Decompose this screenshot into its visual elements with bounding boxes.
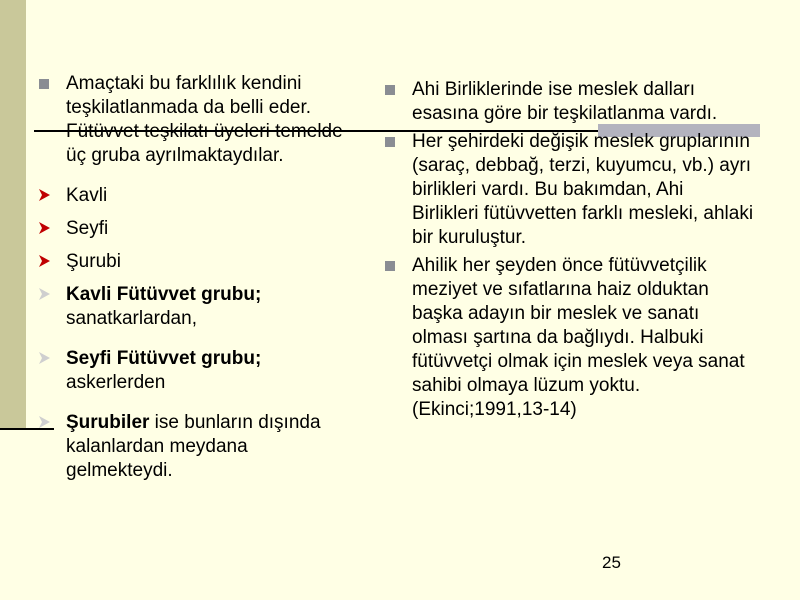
definition-term: Şurubiler — [66, 412, 150, 433]
right-item-text: Ahilik her şeyden önce fütüvvetçilik meziyet ve sıfatlarına haiz olduktan başka adayın bir meslek ve sanatı olması şartına da bağlıydı. Halbuki fütüvvetçi olmak için meslek veya sanat sahibi olmaya lüzum yoktu.(Ekinci;1991,13-14) — [412, 255, 745, 420]
definition-term: Kavli Fütüvvet grubu; — [66, 284, 262, 305]
definition-item-surubi — [38, 411, 348, 483]
right-column — [384, 78, 754, 422]
right-item — [384, 78, 754, 126]
group-item-kavli — [38, 184, 348, 208]
right-item-text: Her şehirdeki değişik meslek gruplarının (saraç, debbağ, terzi, kuyumcu, vb.) ayrı birlikleri vardı. Bu bakımdan, Ahi Birlikleri fütüvvetten farklı mesleki, ahlaki bir kuruluştur. — [412, 131, 754, 248]
group-label: Seyfi — [66, 218, 109, 239]
faded-arrow-bullet-icon — [38, 415, 51, 429]
definition-item-kavli — [38, 283, 348, 331]
left-intro-item — [38, 72, 348, 168]
group-item-surubi — [38, 250, 348, 274]
faded-arrow-bullet-icon — [38, 351, 51, 365]
definition-term: Seyfi Fütüvvet grubu; — [66, 348, 262, 369]
right-item-text: Ahi Birliklerinde ise meslek dalları esasına göre bir teşkilatlanma vardı. — [412, 79, 718, 124]
side-decor-band — [0, 0, 26, 428]
faded-arrow-bullet-icon — [38, 287, 51, 301]
group-label: Kavli — [66, 185, 108, 206]
left-intro-text: Amaçtaki bu farklılık kendini teşkilatlanmada da belli eder. Fütüvvet teşkilatı üyeleri temelde üç gruba ayrılmaktaydılar. — [66, 73, 343, 166]
definition-text: ise bunların dışında kalanlardan meydana gelmekteydi. — [66, 412, 321, 481]
group-label: Şurubi — [66, 251, 121, 272]
arrow-bullet-icon — [38, 254, 51, 268]
definition-text: askerlerden — [66, 372, 166, 393]
definition-item-seyfi — [38, 347, 348, 395]
left-column — [38, 72, 348, 483]
group-item-seyfi — [38, 217, 348, 241]
right-item — [384, 130, 754, 250]
right-item — [384, 254, 754, 422]
page-number: 25 — [602, 553, 621, 572]
definition-text: sanatkarlardan, — [66, 308, 197, 329]
arrow-bullet-icon — [38, 221, 51, 235]
arrow-bullet-icon — [38, 188, 51, 202]
